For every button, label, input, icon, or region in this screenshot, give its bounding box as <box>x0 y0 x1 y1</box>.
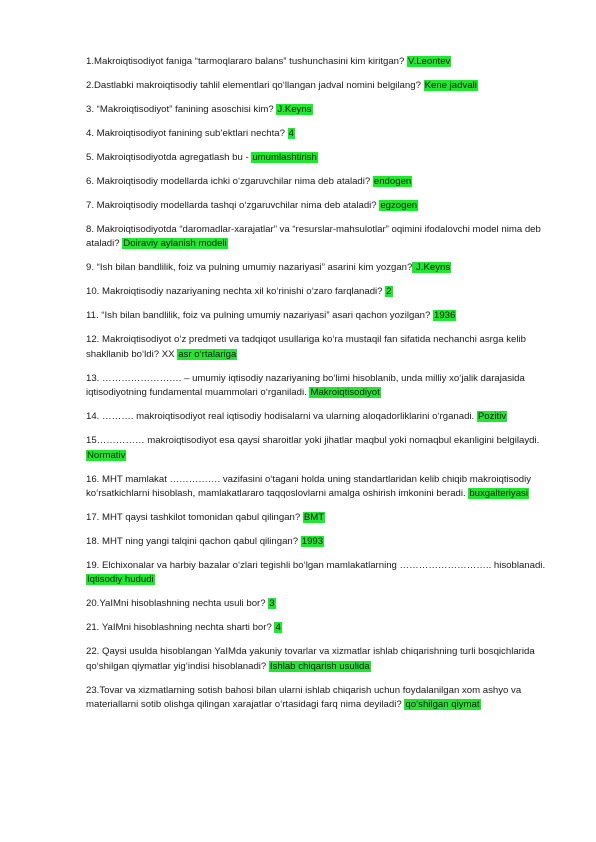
question-text: 11. “Ish bilan bandlilik, foiz va pulning umumiy nazariyasi” asari qachon yozilgan? <box>86 310 433 322</box>
question-item <box>86 684 556 713</box>
answer-highlight: 1993 <box>301 536 324 548</box>
answer-highlight: qo‘shilgan qiymat <box>405 699 480 711</box>
answer-highlight: Pozitiv <box>477 411 507 423</box>
question-text: 4. Makroiqtisodiyot fanining sub’ektlari nechta? <box>86 128 288 139</box>
answer-highlight: 4 <box>275 622 281 634</box>
question-item <box>86 261 556 275</box>
question-text: 15…………… makroiqtisodiyot esa qaysi sharoitlar yoki jihatlar maqbul yoki nomaqbul ekanligini belgilaydi. <box>86 435 540 447</box>
question-item <box>86 223 556 252</box>
answer-highlight: V.Leontev <box>408 56 451 67</box>
answer-highlight: umumlashtirish <box>252 152 317 163</box>
answer-highlight: Doiraviy aylanish modeli <box>123 238 227 250</box>
answer-highlight: Iqtisodiy hududi <box>87 574 154 586</box>
question-item <box>86 434 556 463</box>
answer-highlight: egzogen <box>380 200 418 211</box>
question-text: 1.Makroiqtisodiyot faniga “tarmoqlararo balans” tushunchasini kim kiritgan? <box>86 56 408 67</box>
answer-highlight: Ishlab chiqarish usulida <box>269 660 370 672</box>
question-item <box>86 309 556 323</box>
question-item <box>86 151 556 165</box>
question-text: 2.Dastlabki makroiqtisodiy tahlil elementlari qo‘llangan jadval nomini belgilang? <box>86 80 424 91</box>
question-item <box>86 372 556 401</box>
answer-highlight: endogen <box>373 176 412 187</box>
answer-highlight: BMT <box>303 512 325 524</box>
question-text: 6. Makroiqtisodiy modellarda ichki o‘zgaruvchilar nima deb ataladi? <box>86 176 373 187</box>
answer-highlight: 3 <box>269 598 275 610</box>
question-item <box>86 285 556 299</box>
answer-highlight: 4 <box>288 128 294 139</box>
answer-highlight: 1936 <box>433 310 456 322</box>
question-item <box>86 410 556 424</box>
question-item <box>86 127 556 141</box>
question-item <box>86 597 556 611</box>
answer-highlight: asr o‘rtalariga <box>178 348 237 360</box>
question-text: 12. Makroiqtisodiyot o‘z predmeti va tadqiqot usullariga ko‘ra mustaqil fan sifatida nechanchi asrga kelib shakllanib bo‘ldi? XX <box>86 334 526 360</box>
question-text: 22. Qaysi usulda hisoblangan YaIMda yakuniy tovarlar va xizmatlar ishlab chiqarishning turli bosqichlarida qo‘shilgan qiymatlar yig‘indisi hisoblanadi? <box>86 646 535 672</box>
question-item <box>86 55 556 69</box>
question-text: 19. Elchixonalar va harbiy bazalar o‘zlari tegishli bo‘lgan mamlakatlarning ……………………….. hisoblanadi. <box>86 560 546 572</box>
question-item <box>86 621 556 635</box>
question-item <box>86 559 556 588</box>
question-text: 21. YaIMni hisoblashning nechta sharti bor? <box>86 622 275 634</box>
question-item <box>86 473 556 502</box>
question-text: 9. “Ish bilan bandlilik, foiz va pulning umumiy nazariyasi” asarini kim yozgan? <box>86 262 413 274</box>
question-text: 16. MHT mamlakat ……………. vazifasini o‘tagani holda uning standartlaridan kelib chiqib makroiqtisodiy ko‘rsatkichlarni hisoblash, mamlakatlararo taqqoslovlarni amalga oshirish imkonini beradi. <box>86 473 532 500</box>
question-text: 18. MHT ning yangi talqini qachon qabul qilingan? <box>86 536 301 548</box>
question-text: 17. MHT qaysi tashkilot tomonidan qabul qilingan? <box>86 512 303 524</box>
question-text: 8. Makroiqtisodiyotda “daromadlar-xarajatlar” va “resurslar-mahsulotlar” oqimini ifodalovchi model nima deb ataladi? <box>86 224 541 250</box>
question-text: 13. ……………………. – umumiy iqtisodiy nazariyaning bo‘limi hisoblanib, unda milliy xo‘jalik darajasida iqtisodiyotning fundamental muammolari o‘rganiladi. <box>86 372 525 399</box>
question-text: 5. Makroiqtisodiyotda agregatlash bu - <box>86 152 252 163</box>
answer-highlight: J.Keyns <box>277 104 312 115</box>
question-item <box>86 175 556 189</box>
answer-highlight: buxgalteriyasi <box>469 488 528 500</box>
answer-highlight: Makroiqtisodiyot <box>310 387 380 399</box>
answer-highlight: J.Keyns <box>413 262 451 274</box>
question-text: 23.Tovar va xizmatlarning sotish bahosi bilan ularni ishlab chiqarish uchun foydalanilgan xom ashyo va materiallarni sotib olishga qilingan xarajatlar o‘rtasidagi farq nima deyiladi? <box>86 684 522 711</box>
question-item <box>86 103 556 117</box>
question-item <box>86 535 556 549</box>
question-text: 14. ………. makroiqtisodiyot real iqtisodiy hodisalarni va ularning aloqadorliklarini o‘rganadi. <box>86 411 477 423</box>
answer-highlight: Normativ <box>87 449 126 461</box>
answer-highlight: 2 <box>386 286 392 298</box>
question-item <box>86 645 556 674</box>
question-text: 7. Makroiqtisodiy modellarda tashqi o‘zgaruvchilar nima deb ataladi? <box>86 200 380 211</box>
question-item <box>86 333 556 362</box>
question-text: 20.YaIMni hisoblashning nechta usuli bor? <box>86 598 269 610</box>
question-item <box>86 79 556 93</box>
question-text: 3. “Makroiqtisodiyot” fanining asoschisi kim? <box>86 104 277 115</box>
question-text: 10. Makroiqtisodiy nazariyaning nechta xil ko‘rinishi o‘zaro farqlanadi? <box>86 286 386 298</box>
answer-highlight: Kene jadvali <box>424 80 477 91</box>
question-item <box>86 511 556 525</box>
question-item <box>86 199 556 213</box>
